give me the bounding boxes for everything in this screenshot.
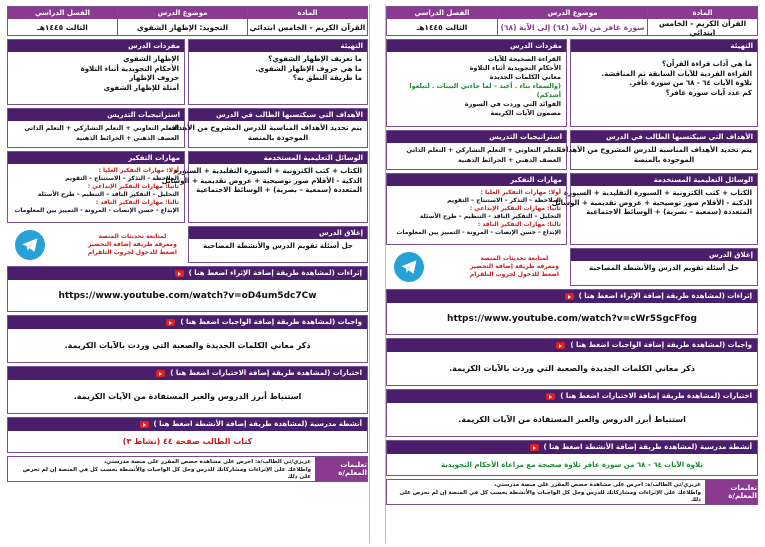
telegram-promo[interactable] [386,248,567,286]
homework-section [386,338,758,386]
intro-box [188,39,368,105]
box-title: الأهداف التي سيكتسبها الطالب في الدرس [571,131,757,143]
right-column [551,39,758,286]
teacher-notes [7,456,368,482]
text-line: عزيزي/تي الطالب/ة: احرص على مشاهدة حصص المقرر على منصة مدرستي، [104,459,311,465]
header-topic [497,7,647,35]
promo-text [88,233,177,257]
section-title[interactable] [387,290,757,303]
youtube-icon[interactable] [556,342,565,349]
notes-label: تعليمات المعلم/ة [315,457,367,481]
text-line: الملاحظة – التذكر – الاستنتاج – التقويم [447,197,561,204]
text-line: الإبداع - حسن الإنصات - المرونة - التمييز بين المعلومات [14,207,179,214]
header-value: سورة غافر من الآية (٦٤) إلى الآية (٦٨) [500,22,645,32]
notes-text [8,457,315,481]
youtube-icon[interactable] [530,444,539,451]
box-title: مهارات التفكير [8,152,184,164]
text-line: عزيزي/تي الطالب/ة: احرص على مشاهدة حصص المقرر على منصة مدرستي، [494,482,701,488]
text-line: اضغط للدخول لجروب التلقرام [469,271,559,278]
box-body [557,143,757,168]
box-title: إغلاق الدرس [189,227,367,239]
page-divider [369,4,370,543]
header-value: التجويد: الإظهار الشفوي [136,22,229,32]
content-grid [7,39,368,263]
section-title[interactable] [8,316,367,329]
notes-text [387,480,705,504]
text-line: اضغط للدخول لجروب التلقرام [87,248,177,256]
header-label: الفصل الدراسي [387,7,497,19]
box-body [571,52,757,101]
box-title: استراتيجيات التدريس [387,131,566,143]
box-body [387,186,566,240]
box-body [8,121,184,146]
section-body [387,303,757,334]
header-label: موضوع الدرس [118,7,247,19]
text-line: الأحكام التجويدية أثناء التلاوة [469,64,561,72]
text-line: الذكية - الأقلام صور توضيحية + عروض تقديمية + الوسائل [551,198,752,207]
objectives-box [167,108,368,148]
left-column [7,39,185,263]
intro-box [570,39,758,127]
header-label: المادة [248,7,367,19]
box-body [189,52,367,87]
strategies-box [7,108,185,148]
text-line: ومعرفة طريقة إضافة التحضير [469,263,559,270]
right-column [161,39,368,263]
text-line: القراءة الفردية للآيات السابقة ثم المناقشة. [601,69,752,78]
section-title-text[interactable]: اختبارات (لمشاهدة طريقة إضافة الاختبارات اضغط هنا ) [170,369,362,377]
section-body: كتاب الطالب صفحة ٤٤ (نشاط ٣) [122,437,253,446]
section-title-text[interactable]: أنشطة مدرسية (لمشاهدة طريقة إضافة الأنشطة اضغط هنا ) [543,443,752,451]
enrichment-section [386,289,758,335]
text-line: يتم تحديد الأهداف المناسبة للدرس المشروح من الأهداف [167,124,362,132]
box-title: مفردات الدرس [8,40,184,52]
box-body [387,143,566,168]
box-title: الوسائل التعليمية المستخدمة [189,152,367,164]
section-title[interactable] [387,390,757,403]
section-body: استنباط أبرز الدروس والعبر المستفادة من الآيات الكريمة. [73,392,302,401]
text-line: ثالثا: مهارات التفكير الناقد : [477,221,561,228]
header-value: الثالث ١٤٤٥هـ [37,22,88,32]
box-body [387,52,566,121]
page-header [7,6,368,36]
promo-text [470,255,559,279]
closure-box [188,226,368,263]
notes-label: تعليمات المعلم/ة [705,480,757,504]
text-line: ما هي حروف الإظهار الشفوي. [255,64,362,73]
enrichment-section [7,266,368,312]
thinking-box [386,173,567,245]
header-term [8,7,117,35]
header-label: موضوع الدرس [498,7,647,19]
text-line: كم عدد آيات سورة غافر؟ [665,88,752,97]
enrichment-link[interactable]: https://www.youtube.com/watch?v=oD4um5dc7Cw [58,290,317,301]
youtube-icon[interactable] [166,319,175,326]
youtube-icon[interactable] [546,393,555,400]
text-line: ومعرفة طريقة إضافة التحضير [87,240,177,248]
box-body [8,164,184,218]
text-line: العصف الذهني + الخرائط الذهنية [75,134,179,142]
text-line: يتم تحديد الأهداف المناسبة للدرس المشروح من الأهداف [557,146,752,154]
text-line: (والسماء بناء . أعبد – لما جاءني البينات . لتبلغوا [409,82,561,90]
text-line: التعلم التعاوني + التعلم التشاركي + التعلم الذاتي [24,125,179,132]
telegram-icon[interactable] [15,230,45,260]
text-line: الأحكام التجويدية أثناء التلاوة [80,64,179,73]
section-title[interactable] [8,418,367,431]
text-line: الكتاب + كتب الكترونية + السبورة التقليدية + السبورة [173,167,362,175]
teacher-notes [386,479,758,505]
youtube-icon[interactable] [565,293,574,300]
header-topic [117,7,247,35]
text-line: الإظهار الشفوي [123,55,179,63]
text-line: تلاوة الآيات ٦٤ - ٦٨ من سورة غافر. [629,79,752,87]
header-label: المادة [648,7,757,19]
section-body: ذكر معاني الكلمات الجديدة والصعبة التي وردت بالآيات الكريمة. [449,364,695,373]
text-line: أمثلة للإظهار الشفوي [103,83,179,92]
text-line: التحليل – التفكير الناقد – التنظيم – طرح الأسئلة [37,191,179,198]
text-line: واطلاعك على الإثراءات ومشاركاتك للدرس وحل كل الواجبات والأنشطة بحسب كل في المنصة إن لم تحرص على ذلك [22,466,311,480]
text-line: الكتاب + كتب الكترونية + السبورة التقليدية + السبورة [563,189,752,197]
header-subject [647,7,757,35]
text-line: معاني الكلمات الجديدة [489,73,561,81]
box-body [8,52,184,96]
text-line: حروف الإظهار [129,74,179,82]
header-term [387,7,497,35]
section-title-text[interactable]: واجبات (لمشاهدة طريقة إضافة الواجبات اضغط هنا ) [180,318,362,326]
box-title: الأهداف التي سيكتسبها الطالب في الدرس [189,109,367,121]
youtube-icon[interactable] [175,270,184,277]
text-line: العصف الذهني + الخرائط الذهنية [457,156,561,164]
section-title[interactable] [8,267,367,280]
youtube-icon[interactable] [156,370,165,377]
text-line: واطلاعك على الإثراءات ومشاركاتك للدرس وحل كل الواجبات والأنشطة بحسب كل في المنصة إن لم تحرص على ذلك [399,489,701,503]
text-line: التحليل – التفكير الناقد – التنظيم – طرح الأسئلة [419,213,561,220]
aids-box [161,151,368,223]
text-line: التعلم التعاوني + التعلم التشاركي + التعلم الذاتي [406,147,561,154]
text-line: لمتابعة تحديثات المنصة [98,232,167,240]
vocab-box [386,39,567,127]
box-title: مفردات الدرس [387,40,566,52]
text-line: ما هي آداب قراءة القرآن؟ [662,60,752,68]
text-line: المتعددة (سمعية – بصرية) + الوسائط الاجتماعية [196,186,362,194]
section-body [8,280,367,311]
section-title-text[interactable]: واجبات (لمشاهدة طريقة إضافة الواجبات اضغط هنا ) [570,341,752,349]
text-line: أولا: مهارات التفكير العليا : [480,189,561,196]
text-line: ما تعريف الإظهار الشفوي؟ [268,55,362,63]
section-title[interactable] [8,367,367,380]
header-value: الثالث ١٤٤٥هـ [416,22,468,32]
section-title-text[interactable]: أنشطة مدرسية (لمشاهدة طريقة إضافة الأنشطة اضغط هنا ) [153,420,362,428]
strategies-box [386,130,567,170]
text-line: لمتابعة تحديثات المنصة [480,255,549,262]
box-body [167,121,367,146]
box-title: الوسائل التعليمية المستخدمة [571,174,757,186]
text-line: مضمون الآيات الكريمة [490,109,561,117]
content-grid [386,39,758,286]
page-header [386,6,758,36]
section-body: تلاوة الآيات ٦٤ - ٦٨ من سورة غافر تلاوة صحيحة مع مراعاة الأحكام التجويدية [441,460,703,469]
header-label: الفصل الدراسي [8,7,117,19]
activity-section [386,440,758,476]
left-column [386,39,567,286]
lesson-plan-page-left [7,6,368,541]
enrichment-link[interactable]: https://www.youtube.com/watch?v=cWr5SgcFfog [447,313,697,324]
telegram-promo[interactable] [7,226,185,263]
text-line: الملاحظة – التذكر – الاستنتاج – التقويم [65,175,179,182]
box-title: التهيئة [571,40,757,52]
header-value: القرآن الكريم - الخامس ابتدائي [249,22,366,32]
box-title: التهيئة [189,40,367,52]
section-title[interactable] [387,441,757,454]
text-line: أشدكم) [536,91,561,99]
box-body: حل أسئلة تقويم الدرس والأنشطة المصاحبة [589,264,739,272]
section-title[interactable] [387,339,757,352]
section-title-text[interactable]: إثراءات (لمشاهدة طريقة إضافة الإثراء اضغط هنا ) [188,269,362,277]
text-line: ثانيا: مهارات التفكير الإبداعي : [469,205,561,212]
box-body [161,164,367,199]
text-line: الموجودة بالمنصة [247,133,309,142]
box-title: مهارات التفكير [387,174,566,186]
text-line: ثانيا: مهارات التفكير الإبداعي : [87,183,179,190]
text-line: أولا: مهارات التفكير العليا : [98,167,179,174]
tests-section [386,389,758,437]
tests-section [7,366,368,414]
text-line: ما طريقة النطق به؟ [292,74,362,82]
box-title: استراتيجيات التدريس [8,109,184,121]
box-body: حل أسئلة تقويم الدرس والأنشطة المصاحبة [203,242,353,250]
thinking-box [7,151,185,223]
activity-section [7,417,368,453]
text-line: المتعددة (سمعية – بصرية) + الوسائط الاجتماعية [586,208,752,216]
section-title-text[interactable]: اختبارات (لمشاهدة طريقة إضافة الاختبارات اضغط هنا ) [560,392,752,400]
box-title: إغلاق الدرس [571,249,757,261]
closure-box [570,248,758,286]
telegram-icon[interactable] [394,252,424,282]
text-line: ثالثا: مهارات التفكير الناقد : [95,199,179,206]
homework-section [7,315,368,363]
aids-box [551,173,758,245]
objectives-box [557,130,758,170]
section-title-text[interactable]: إثراءات (لمشاهدة طريقة إضافة الإثراء اضغط هنا ) [578,292,752,300]
text-line: الفوائد التي وردت في السورة [464,100,561,108]
box-body [551,186,757,221]
header-subject [247,7,367,35]
header-value: القرآن الكريم - الخامس ابتدائي [658,19,747,37]
text-line: الموجودة بالمنصة [633,155,695,164]
page-gutter [368,0,386,547]
text-line: القراءة الصحيحة للآيات [487,55,561,63]
vocab-box [7,39,185,105]
lesson-plan-page-right [386,6,758,541]
section-body: استنباط أبرز الدروس والعبر المستفادة من الآيات الكريمة. [458,415,686,424]
text-line: الإبداع - حسن الإنصات - المرونة - التمييز بين المعلومات [396,229,561,236]
text-line: الذكية - الأقلام صور توضيحية + عروض تقديمية + الوسائل [161,176,362,185]
youtube-icon[interactable] [140,421,149,428]
section-body: ذكر معاني الكلمات الجديدة والصعبة التي وردت بالآيات الكريمة. [64,341,311,350]
